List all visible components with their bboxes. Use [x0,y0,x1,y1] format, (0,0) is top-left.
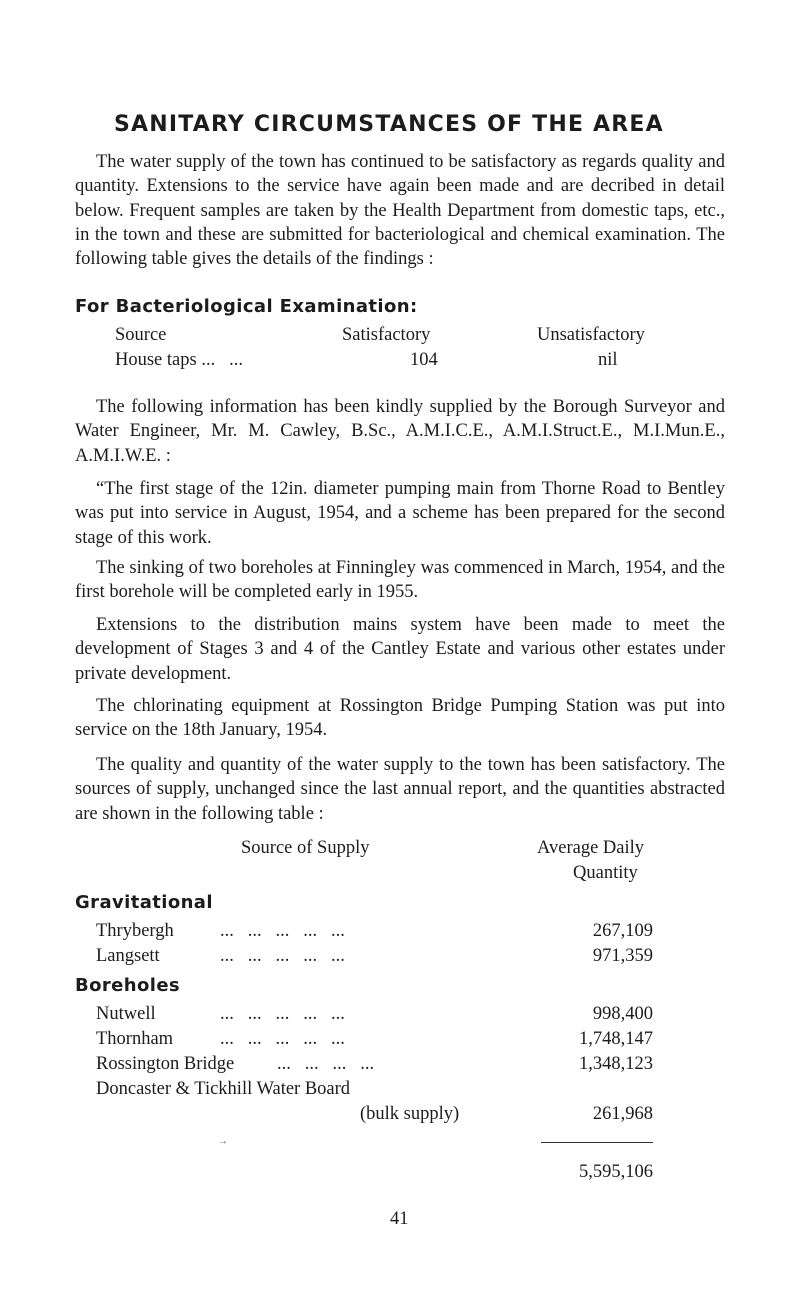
intro-paragraph: The water supply of the town has continued to be satisfactory as regards quality and quantity. Extensions to the service have again been made and are decribed in detail below. Frequent samples are taken by the Health Department from domestic taps, etc., in the town and these are submitted for bacteriological and chemical examination. The following table gives the details of the findings : [75,152,725,270]
row-langsett-dots: ... ... ... ... ... [220,946,345,966]
row-doncaster-line1: Doncaster & Tickhill Water Board [96,1079,351,1099]
info-paragraph: The following information has been kindly supplied by the Borough Surveyor and Water Engineer, Mr. M. Cawley, B.Sc., A.M.I.C.E., A.M.I.Struct.E., M.I.Mun.E., A.M.I.W.E. : [75,397,725,466]
bact-col-source: Source [115,325,167,345]
group-gravitational: Gravitational [75,892,213,913]
supply-col-quantity-line2: Quantity [573,863,638,883]
quality-paragraph: The quality and quantity of the water supply to the town has been satisfactory. The sources of supply, unchanged since the last annual report, and the quantities abstracted are shown in the following table : [75,755,725,824]
row-nutwell-value: 998,400 [592,1004,653,1024]
row-thornham-dots: ... ... ... ... ... [220,1029,345,1049]
ink-mark-icon: → [218,1136,228,1147]
boreholes-paragraph: The sinking of two boreholes at Finningley was commenced in March, 1954, and the first borehole will be completed early in 1955. [75,558,725,603]
page-title: SANITARY CIRCUMSTANCES OF THE AREA [114,112,664,137]
bact-row-unsatisfactory: nil [598,350,618,370]
row-doncaster-value: 261,968 [592,1104,653,1124]
row-thornham-name: Thornham [96,1029,174,1049]
total-rule [541,1142,653,1143]
bact-col-satisfactory: Satisfactory [342,325,431,345]
row-nutwell-dots: ... ... ... ... ... [220,1004,345,1024]
bact-row-satisfactory: 104 [410,350,438,370]
row-rossington-value: 1,348,123 [579,1054,653,1074]
bact-col-unsatisfactory: Unsatisfactory [537,325,645,345]
row-langsett-value: 971,359 [592,946,653,966]
group-boreholes: Boreholes [75,975,181,996]
extensions-paragraph: Extensions to the distribution mains system have been made to meet the development of Stages 3 and 4 of the Cantley Estate and various other estates under private development. [75,615,725,684]
row-thrybergh-value: 267,109 [592,921,653,941]
supply-col-source: Source of Supply [241,838,370,858]
row-nutwell-name: Nutwell [96,1004,156,1024]
row-rossington-name: Rossington Bridge [96,1054,235,1074]
row-thrybergh-name: Thrybergh [96,921,174,941]
page-number: 41 [390,1209,409,1229]
chlorinating-paragraph: The chlorinating equipment at Rossington Bridge Pumping Station was put into service on the 18th January, 1954. [75,696,725,741]
row-langsett-name: Langsett [96,946,160,966]
bact-row-source: House taps ... ... [115,350,243,370]
supply-total: 5,595,106 [579,1162,653,1182]
row-doncaster-line2: (bulk supply) [360,1104,460,1124]
row-thornham-value: 1,748,147 [579,1029,653,1049]
pumping-main-paragraph: “The first stage of the 12in. diameter pumping main from Thorne Road to Bentley was put into service in August, 1954, and a scheme has been prepared for the second stage of this work. [75,479,725,548]
bacteriological-heading: For Bacteriological Examination: [75,296,418,317]
supply-col-quantity-line1: Average Daily [537,838,645,858]
row-thrybergh-dots: ... ... ... ... ... [220,921,345,941]
row-rossington-dots: ... ... ... ... [277,1054,375,1074]
